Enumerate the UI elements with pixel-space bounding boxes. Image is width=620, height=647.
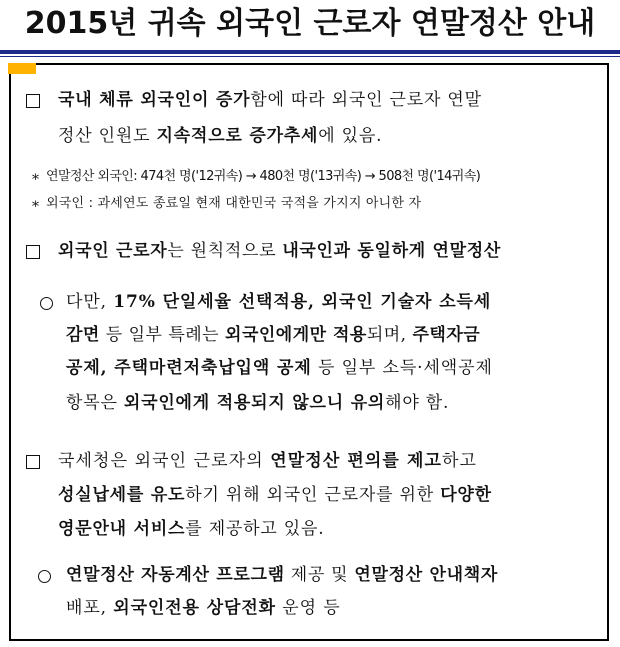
accent-square: [8, 63, 36, 74]
bullet1-text: 해야 함.: [385, 393, 450, 413]
asterisk-icon: *: [32, 172, 39, 188]
bullet2-bold-text: 연말정산 안내책자: [354, 565, 498, 585]
sec2-bold-text: 외국인 근로자: [58, 241, 168, 261]
bullet1-bold-text: 17% 단일세율 선택적용, 외국인 기술자 소득세: [113, 292, 492, 312]
bullet2-line2: [66, 596, 341, 620]
sec2-line1: [58, 239, 501, 263]
bullet2-bold-text: 외국인전용 상담전화: [113, 598, 276, 618]
circle-bullet-icon: [40, 297, 53, 310]
sec3-line2: [58, 483, 492, 507]
bullet1-bold-text: 주택자금: [412, 325, 481, 345]
bullet2-text: 배포,: [66, 598, 114, 618]
title-rule-thin: [0, 56, 620, 57]
bullet1-text: 되며,: [366, 325, 413, 345]
sec3-line1: [58, 449, 477, 473]
sec3-text: 국세청은 외국인 근로자의: [58, 451, 271, 471]
sec2-text: 는 원칙적으로: [167, 241, 283, 261]
bullet1-text: 등 일부 특례는: [99, 325, 226, 345]
sec1-line2: [58, 124, 382, 148]
square-bullet-icon: [26, 245, 40, 259]
square-bullet-icon: [26, 94, 40, 108]
bullet1-line3: [66, 356, 493, 380]
sec3-bold-text: 성실납세를 유도: [58, 485, 186, 505]
bullet1-text: 등 일부 소득·세액공제: [311, 358, 493, 378]
sec1-bold-text: 지속적으로 증가추세: [156, 126, 319, 146]
content-box: [9, 63, 609, 641]
sec3-text: 를 제공하고 있음.: [185, 519, 325, 539]
bullet1-bold-text: 외국인에게 적용되지 않으니 유의: [123, 393, 386, 413]
sec1-text: 함에 따라 외국인 근로자 연말: [250, 90, 482, 110]
bullet2-text: 제공 및: [284, 565, 355, 585]
bullet1-bold-text: 감면: [66, 325, 100, 345]
sec3-text: 하고: [442, 451, 478, 471]
sec3-text: 하기 위해 외국인 근로자를 위한: [185, 485, 441, 505]
bullet1-text: 항목은: [66, 393, 124, 413]
bullet1-bold-text: 공제, 주택마련저축납입액 공제: [66, 358, 312, 378]
sec2-bold-text: 내국인과 동일하게 연말정산: [282, 241, 502, 261]
page-title: 2015년 귀속 외국인 근로자 연말정산 안내: [24, 6, 596, 41]
sec1-bold-text: 국내 체류 외국인이 증가: [58, 90, 251, 110]
sec1-text: 정산 인원도: [58, 126, 157, 146]
bullet1-line2: [66, 323, 480, 347]
bullet1-text: 다만,: [66, 292, 114, 312]
bullet1-line4: [66, 391, 449, 415]
circle-bullet-icon: [38, 570, 51, 583]
note-2: 외국인 : 과세연도 종료일 현재 대한민국 국적을 가지지 아니한 자: [46, 196, 422, 211]
square-bullet-icon: [26, 455, 40, 469]
bullet1-bold-text: 외국인에게만 적용: [225, 325, 367, 345]
sec1-text: 에 있음.: [318, 126, 383, 146]
sec3-bold-text: 다양한: [440, 485, 492, 505]
sec3-bold-text: 연말정산 편의를 제고: [270, 451, 443, 471]
sec1-line1: [58, 88, 482, 112]
bullet1-line1: [66, 290, 491, 314]
sec3-bold-text: 영문안내 서비스: [58, 519, 186, 539]
asterisk-icon: *: [32, 199, 39, 215]
bullet2-line1: [66, 563, 498, 587]
bullet2-bold-text: 연말정산 자동계산 프로그램: [66, 565, 285, 585]
bullet2-text: 운영 등: [275, 598, 341, 618]
sec3-line3: [58, 517, 324, 541]
title-rule-thick: [0, 50, 620, 54]
note-1: 연말정산 외국인: 474천 명('12귀속) → 480천 명('13귀속) → 508천 명('14귀속): [46, 169, 481, 184]
